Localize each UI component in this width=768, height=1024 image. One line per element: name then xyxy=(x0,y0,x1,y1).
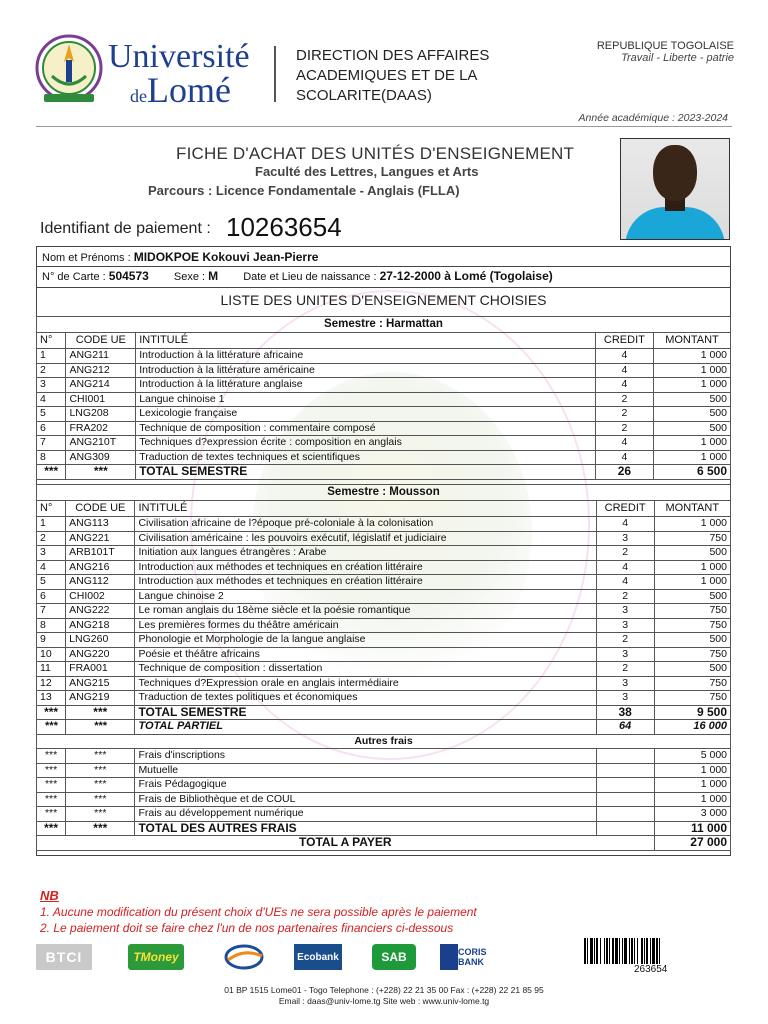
cell-code: ANG309 xyxy=(66,450,136,465)
cell-no: 4 xyxy=(37,560,66,575)
table-row xyxy=(37,633,731,648)
student-sex: M xyxy=(208,269,219,283)
other-fees-title xyxy=(37,734,731,749)
fee-row xyxy=(37,778,731,793)
cell-amount: 1 000 xyxy=(653,436,730,451)
cell-no: *** xyxy=(37,807,66,822)
cell-no: 12 xyxy=(37,676,66,691)
notice-block xyxy=(40,888,477,936)
table-row xyxy=(37,363,731,378)
student-photo xyxy=(620,138,730,240)
cell-title: Techniques d?expression écrite : composition en anglais xyxy=(136,436,596,451)
cell-code: FRA001 xyxy=(66,662,135,677)
cell-amount: 6 500 xyxy=(653,465,730,480)
table-row xyxy=(37,421,731,436)
republic-block xyxy=(597,40,734,64)
cell-title: Techniques d?Expression orale en anglais intermédiaire xyxy=(135,676,596,691)
divider xyxy=(36,287,731,288)
program-name: Parcours : Licence Fondamentale - Anglais (FLLA) xyxy=(148,183,460,198)
cell-credit: 2 xyxy=(596,633,654,648)
cell-title: Technique de composition : dissertation xyxy=(135,662,596,677)
table-row xyxy=(37,436,731,451)
cell-no: *** xyxy=(37,763,66,778)
cell-code: FRA202 xyxy=(66,421,136,436)
table-row xyxy=(37,407,731,422)
cell-no: 1 xyxy=(37,517,66,532)
cell-no: 3 xyxy=(37,378,66,393)
republic-motto: Travail - Liberte - patrie xyxy=(621,52,734,64)
header-amount: MONTANT xyxy=(653,333,730,349)
btci-logo: BTCI xyxy=(36,944,92,970)
moov-logo xyxy=(222,944,266,970)
cell-amount: 750 xyxy=(654,691,730,706)
cell-title: Civilisation américaine : les pouvoirs exécutif, législatif et judiciaire xyxy=(135,531,596,546)
fee-row xyxy=(37,763,731,778)
cell-amount: 1 000 xyxy=(654,792,730,807)
cell-title: Introduction aux méthodes et techniques en création littéraire xyxy=(135,560,596,575)
cell-title: Introduction aux méthodes et techniques en création littéraire xyxy=(135,575,596,590)
cell-code: ANG211 xyxy=(66,349,136,364)
academic-year: Année académique : 2023-2024 xyxy=(578,112,728,124)
cell-amount: 500 xyxy=(653,407,730,422)
table-row xyxy=(37,450,731,465)
cell-no: *** xyxy=(37,720,66,735)
cell-amount: 750 xyxy=(654,604,730,619)
cell-title: TOTAL PARTIEL xyxy=(135,720,596,735)
fee-row xyxy=(37,807,731,822)
cell-credit: 4 xyxy=(595,436,653,451)
cell-credit xyxy=(596,749,654,764)
cell-code: ANG212 xyxy=(66,363,136,378)
cell-amount: 750 xyxy=(654,647,730,662)
cell-no: 4 xyxy=(37,392,66,407)
header-title: INTITULÉ xyxy=(136,333,596,349)
cell-code: *** xyxy=(66,807,135,822)
cell-credit: 4 xyxy=(596,575,654,590)
cell-credit: 3 xyxy=(596,531,654,546)
payment-id-value: 10263654 xyxy=(226,212,342,242)
cell-code: *** xyxy=(66,778,135,793)
cell-amount: 3 000 xyxy=(654,807,730,822)
cell-credit: 4 xyxy=(595,378,653,393)
table-row xyxy=(37,589,731,604)
header-code: CODE UE xyxy=(66,333,136,349)
cell-title: Langue chinoise 2 xyxy=(135,589,596,604)
table-header xyxy=(37,501,731,517)
cell-title: Frais Pédagogique xyxy=(135,778,596,793)
cell-code: *** xyxy=(66,705,135,720)
cell-code: LNG208 xyxy=(66,407,136,422)
cell-no: 2 xyxy=(37,531,66,546)
cell-title: Frais au développement numérique xyxy=(135,807,596,822)
cell-title: Le roman anglais du 18ème siècle et la poésie romantique xyxy=(135,604,596,619)
cell-credit: 4 xyxy=(596,560,654,575)
other-fees-title-label: Autres frais xyxy=(37,734,731,749)
cell-credit: 3 xyxy=(596,676,654,691)
cell-credit: 2 xyxy=(596,546,654,561)
cell-credit: 38 xyxy=(596,705,654,720)
cell-code: *** xyxy=(66,720,135,735)
fee-row xyxy=(37,792,731,807)
card-number: 504573 xyxy=(108,269,149,283)
cell-credit xyxy=(596,807,654,822)
table-row xyxy=(37,546,731,561)
birth-info: 27-12-2000 à Lomé (Togolaise) xyxy=(379,269,553,283)
cell-no: *** xyxy=(37,821,66,836)
divider xyxy=(36,266,731,267)
cell-title: TOTAL DES AUTRES FRAIS xyxy=(135,821,596,836)
student-name-row: Nom et Prénoms : MIDOKPOE Kokouvi Jean-Pierre xyxy=(42,250,319,264)
direction-name: DIRECTION DES AFFAIRES ACADEMIQUES ET DE LA SCOLARITE(DAAS) xyxy=(296,47,490,104)
cell-amount: 9 500 xyxy=(654,705,730,720)
cell-no: 6 xyxy=(37,421,66,436)
semester-title xyxy=(37,317,731,333)
cell-credit xyxy=(596,821,654,836)
grand-total-label: TOTAL A PAYER xyxy=(37,836,655,851)
cell-amount: 500 xyxy=(653,421,730,436)
table-row xyxy=(37,618,731,633)
table-row xyxy=(37,392,731,407)
cell-credit: 2 xyxy=(596,589,654,604)
cell-amount: 500 xyxy=(654,633,730,648)
cell-no: *** xyxy=(37,749,66,764)
cell-amount: 750 xyxy=(654,618,730,633)
partner-logos xyxy=(36,944,526,972)
cell-no: 8 xyxy=(37,450,66,465)
cell-amount: 1 000 xyxy=(653,378,730,393)
university-logo xyxy=(34,32,104,110)
cell-code: ANG220 xyxy=(66,647,135,662)
cell-amount: 16 000 xyxy=(654,720,730,735)
notice-line-2: 2. Le paiement doit se faire chez l'un de nos partenaires financiers ci-dessous xyxy=(40,921,454,935)
cell-title: Lexicologie française xyxy=(136,407,596,422)
cell-amount: 750 xyxy=(654,531,730,546)
cell-amount: 1 000 xyxy=(654,778,730,793)
cell-no: *** xyxy=(37,705,66,720)
cell-title: Traduction de textes politiques et économiques xyxy=(135,691,596,706)
cell-credit xyxy=(596,778,654,793)
cell-amount: 500 xyxy=(654,589,730,604)
page-title: FICHE D'ACHAT DES UNITÉS D'ENSEIGNEMENT xyxy=(176,144,575,163)
header-title: INTITULÉ xyxy=(135,501,596,517)
cell-title: Phonologie et Morphologie de la langue anglaise xyxy=(135,633,596,648)
table-row xyxy=(37,575,731,590)
barcode xyxy=(584,938,732,964)
cell-credit: 3 xyxy=(596,604,654,619)
footer-contact: Email : daas@univ-lome.tg Site web : www.univ-lome.tg xyxy=(278,996,490,1006)
cell-code: CHI001 xyxy=(66,392,136,407)
grand-total-row xyxy=(37,836,731,851)
cell-title: TOTAL SEMESTRE xyxy=(135,705,596,720)
cell-credit: 4 xyxy=(595,363,653,378)
cell-credit: 4 xyxy=(596,517,654,532)
cell-code: ANG221 xyxy=(66,531,135,546)
cell-code: *** xyxy=(66,749,135,764)
semester-title-label: Semestre : Mousson xyxy=(37,485,731,501)
header-divider xyxy=(274,46,276,102)
table-row xyxy=(37,349,731,364)
table-row xyxy=(37,517,731,532)
cell-no: *** xyxy=(37,778,66,793)
cell-amount: 1 000 xyxy=(654,517,730,532)
fee-row xyxy=(37,749,731,764)
cell-credit: 3 xyxy=(596,618,654,633)
header-rule xyxy=(36,126,732,127)
semester-total-row xyxy=(37,465,731,480)
cell-no: 1 xyxy=(37,349,66,364)
cell-title: Langue chinoise 1 xyxy=(136,392,596,407)
grand-total-amount: 27 000 xyxy=(654,836,730,851)
cell-credit xyxy=(596,763,654,778)
coris-bank-logo: CORIS BANK xyxy=(440,944,510,970)
cell-code: ANG219 xyxy=(66,691,135,706)
cell-credit: 3 xyxy=(596,647,654,662)
cell-title: Frais de Bibliothèque et de COUL xyxy=(135,792,596,807)
other-fees-total-row xyxy=(37,821,731,836)
table-row xyxy=(37,662,731,677)
cell-credit: 4 xyxy=(595,450,653,465)
cell-title: Technique de composition : commentaire composé xyxy=(136,421,596,436)
cell-title: Poésie et théâtre africains xyxy=(135,647,596,662)
table-header xyxy=(37,333,731,349)
header-no: N° xyxy=(37,501,66,517)
semester2-table xyxy=(36,484,731,851)
list-title: LISTE DES UNITES D'ENSEIGNEMENT CHOISIES xyxy=(220,292,547,308)
cell-no: *** xyxy=(37,465,66,480)
sab-logo: SAB xyxy=(372,944,416,970)
cell-amount: 1 000 xyxy=(653,450,730,465)
cell-code: ANG113 xyxy=(66,517,135,532)
cell-code: ANG112 xyxy=(66,575,135,590)
barcode-number: 263654 xyxy=(634,964,668,975)
semester1-table xyxy=(36,316,731,480)
tmoney-logo: TMoney xyxy=(128,944,184,970)
payment-id-label: Identifiant de paiement : xyxy=(40,220,211,237)
cell-code: ANG216 xyxy=(66,560,135,575)
cell-no: 7 xyxy=(37,436,66,451)
table-row xyxy=(37,647,731,662)
cell-code: ARB101T xyxy=(66,546,135,561)
cell-amount: 750 xyxy=(654,676,730,691)
cell-code: *** xyxy=(66,763,135,778)
header-amount: MONTANT xyxy=(654,501,730,517)
cell-credit: 2 xyxy=(595,421,653,436)
cell-amount: 500 xyxy=(653,392,730,407)
table-row xyxy=(37,560,731,575)
footer-address: 01 BP 1515 Lome01 - Togo Telephone : (+228) 22 21 35 00 Fax : (+228) 22 21 85 95 xyxy=(224,985,544,995)
cell-amount: 1 000 xyxy=(654,763,730,778)
cell-amount: 500 xyxy=(654,662,730,677)
faculty-name: Faculté des Lettres, Langues et Arts xyxy=(255,164,479,179)
cell-code: ANG218 xyxy=(66,618,135,633)
cell-code: ANG215 xyxy=(66,676,135,691)
cell-no: 5 xyxy=(37,575,66,590)
cell-title: Mutuelle xyxy=(135,763,596,778)
semester-title-label: Semestre : Harmattan xyxy=(37,317,731,333)
cell-amount: 1 000 xyxy=(654,575,730,590)
cell-title: Les premières formes du théâtre américain xyxy=(135,618,596,633)
cell-no: 9 xyxy=(37,633,66,648)
cell-no: 11 xyxy=(37,662,66,677)
cell-title: Frais d'inscriptions xyxy=(135,749,596,764)
cell-no: 13 xyxy=(37,691,66,706)
notice-title: NB xyxy=(40,888,59,903)
republic-name: REPUBLIQUE TOGOLAISE xyxy=(596,40,734,52)
cell-no: 7 xyxy=(37,604,66,619)
ecobank-logo: Ecobank xyxy=(294,944,342,970)
cell-code: *** xyxy=(66,821,135,836)
cell-amount: 500 xyxy=(654,546,730,561)
cell-credit: 64 xyxy=(596,720,654,735)
semester-title xyxy=(37,485,731,501)
cell-amount: 5 000 xyxy=(654,749,730,764)
cell-credit xyxy=(596,792,654,807)
header-code: CODE UE xyxy=(66,501,135,517)
student-details-row: N° de Carte : 504573 Sexe : M Date et Lieu de naissance : 27-12-2000 à Lomé (Togolaise) xyxy=(42,269,553,283)
semester-total-row xyxy=(37,705,731,720)
cell-title: Introduction à la littérature africaine xyxy=(136,349,596,364)
cell-amount: 1 000 xyxy=(653,363,730,378)
header-credit: CREDIT xyxy=(596,501,654,517)
student-name: MIDOKPOE Kokouvi Jean-Pierre xyxy=(133,250,319,264)
header-credit: CREDIT xyxy=(595,333,653,349)
cell-credit: 2 xyxy=(595,392,653,407)
table-row xyxy=(37,691,731,706)
notice-line-1: 1. Aucune modification du présent choix d'UEs ne sera possible après le paiement xyxy=(40,905,477,919)
cell-no: 6 xyxy=(37,589,66,604)
cell-title: Introduction à la littérature américaine xyxy=(136,363,596,378)
cell-credit: 2 xyxy=(596,662,654,677)
cell-credit: 26 xyxy=(595,465,653,480)
cell-no: 2 xyxy=(37,363,66,378)
table-row xyxy=(37,531,731,546)
cell-code: *** xyxy=(66,465,136,480)
table-row xyxy=(37,378,731,393)
cell-title: Civilisation africaine de l?époque pré-coloniale à la colonisation xyxy=(135,517,596,532)
cell-credit: 3 xyxy=(596,691,654,706)
cell-code: ANG214 xyxy=(66,378,136,393)
cell-title: Initiation aux langues étrangères : Arabe xyxy=(135,546,596,561)
cell-no: 5 xyxy=(37,407,66,422)
cell-code: CHI002 xyxy=(66,589,135,604)
cell-code: LNG260 xyxy=(66,633,135,648)
cell-no: 10 xyxy=(37,647,66,662)
cell-credit: 2 xyxy=(595,407,653,422)
cell-amount: 11 000 xyxy=(654,821,730,836)
cell-title: TOTAL SEMESTRE xyxy=(136,465,596,480)
header-no: N° xyxy=(37,333,66,349)
cell-credit: 4 xyxy=(595,349,653,364)
table-row xyxy=(37,676,731,691)
cell-no: 8 xyxy=(37,618,66,633)
cell-no: *** xyxy=(37,792,66,807)
cell-code: ANG210T xyxy=(66,436,136,451)
university-name: Université deLomé xyxy=(108,38,250,110)
cell-no: 3 xyxy=(37,546,66,561)
cell-code: *** xyxy=(66,792,135,807)
partial-total-row xyxy=(37,720,731,735)
cell-code: ANG222 xyxy=(66,604,135,619)
cell-amount: 1 000 xyxy=(653,349,730,364)
cell-title: Traduction de textes techniques et scientifiques xyxy=(136,450,596,465)
table-row xyxy=(37,604,731,619)
cell-title: Introduction à la littérature anglaise xyxy=(136,378,596,393)
cell-amount: 1 000 xyxy=(654,560,730,575)
